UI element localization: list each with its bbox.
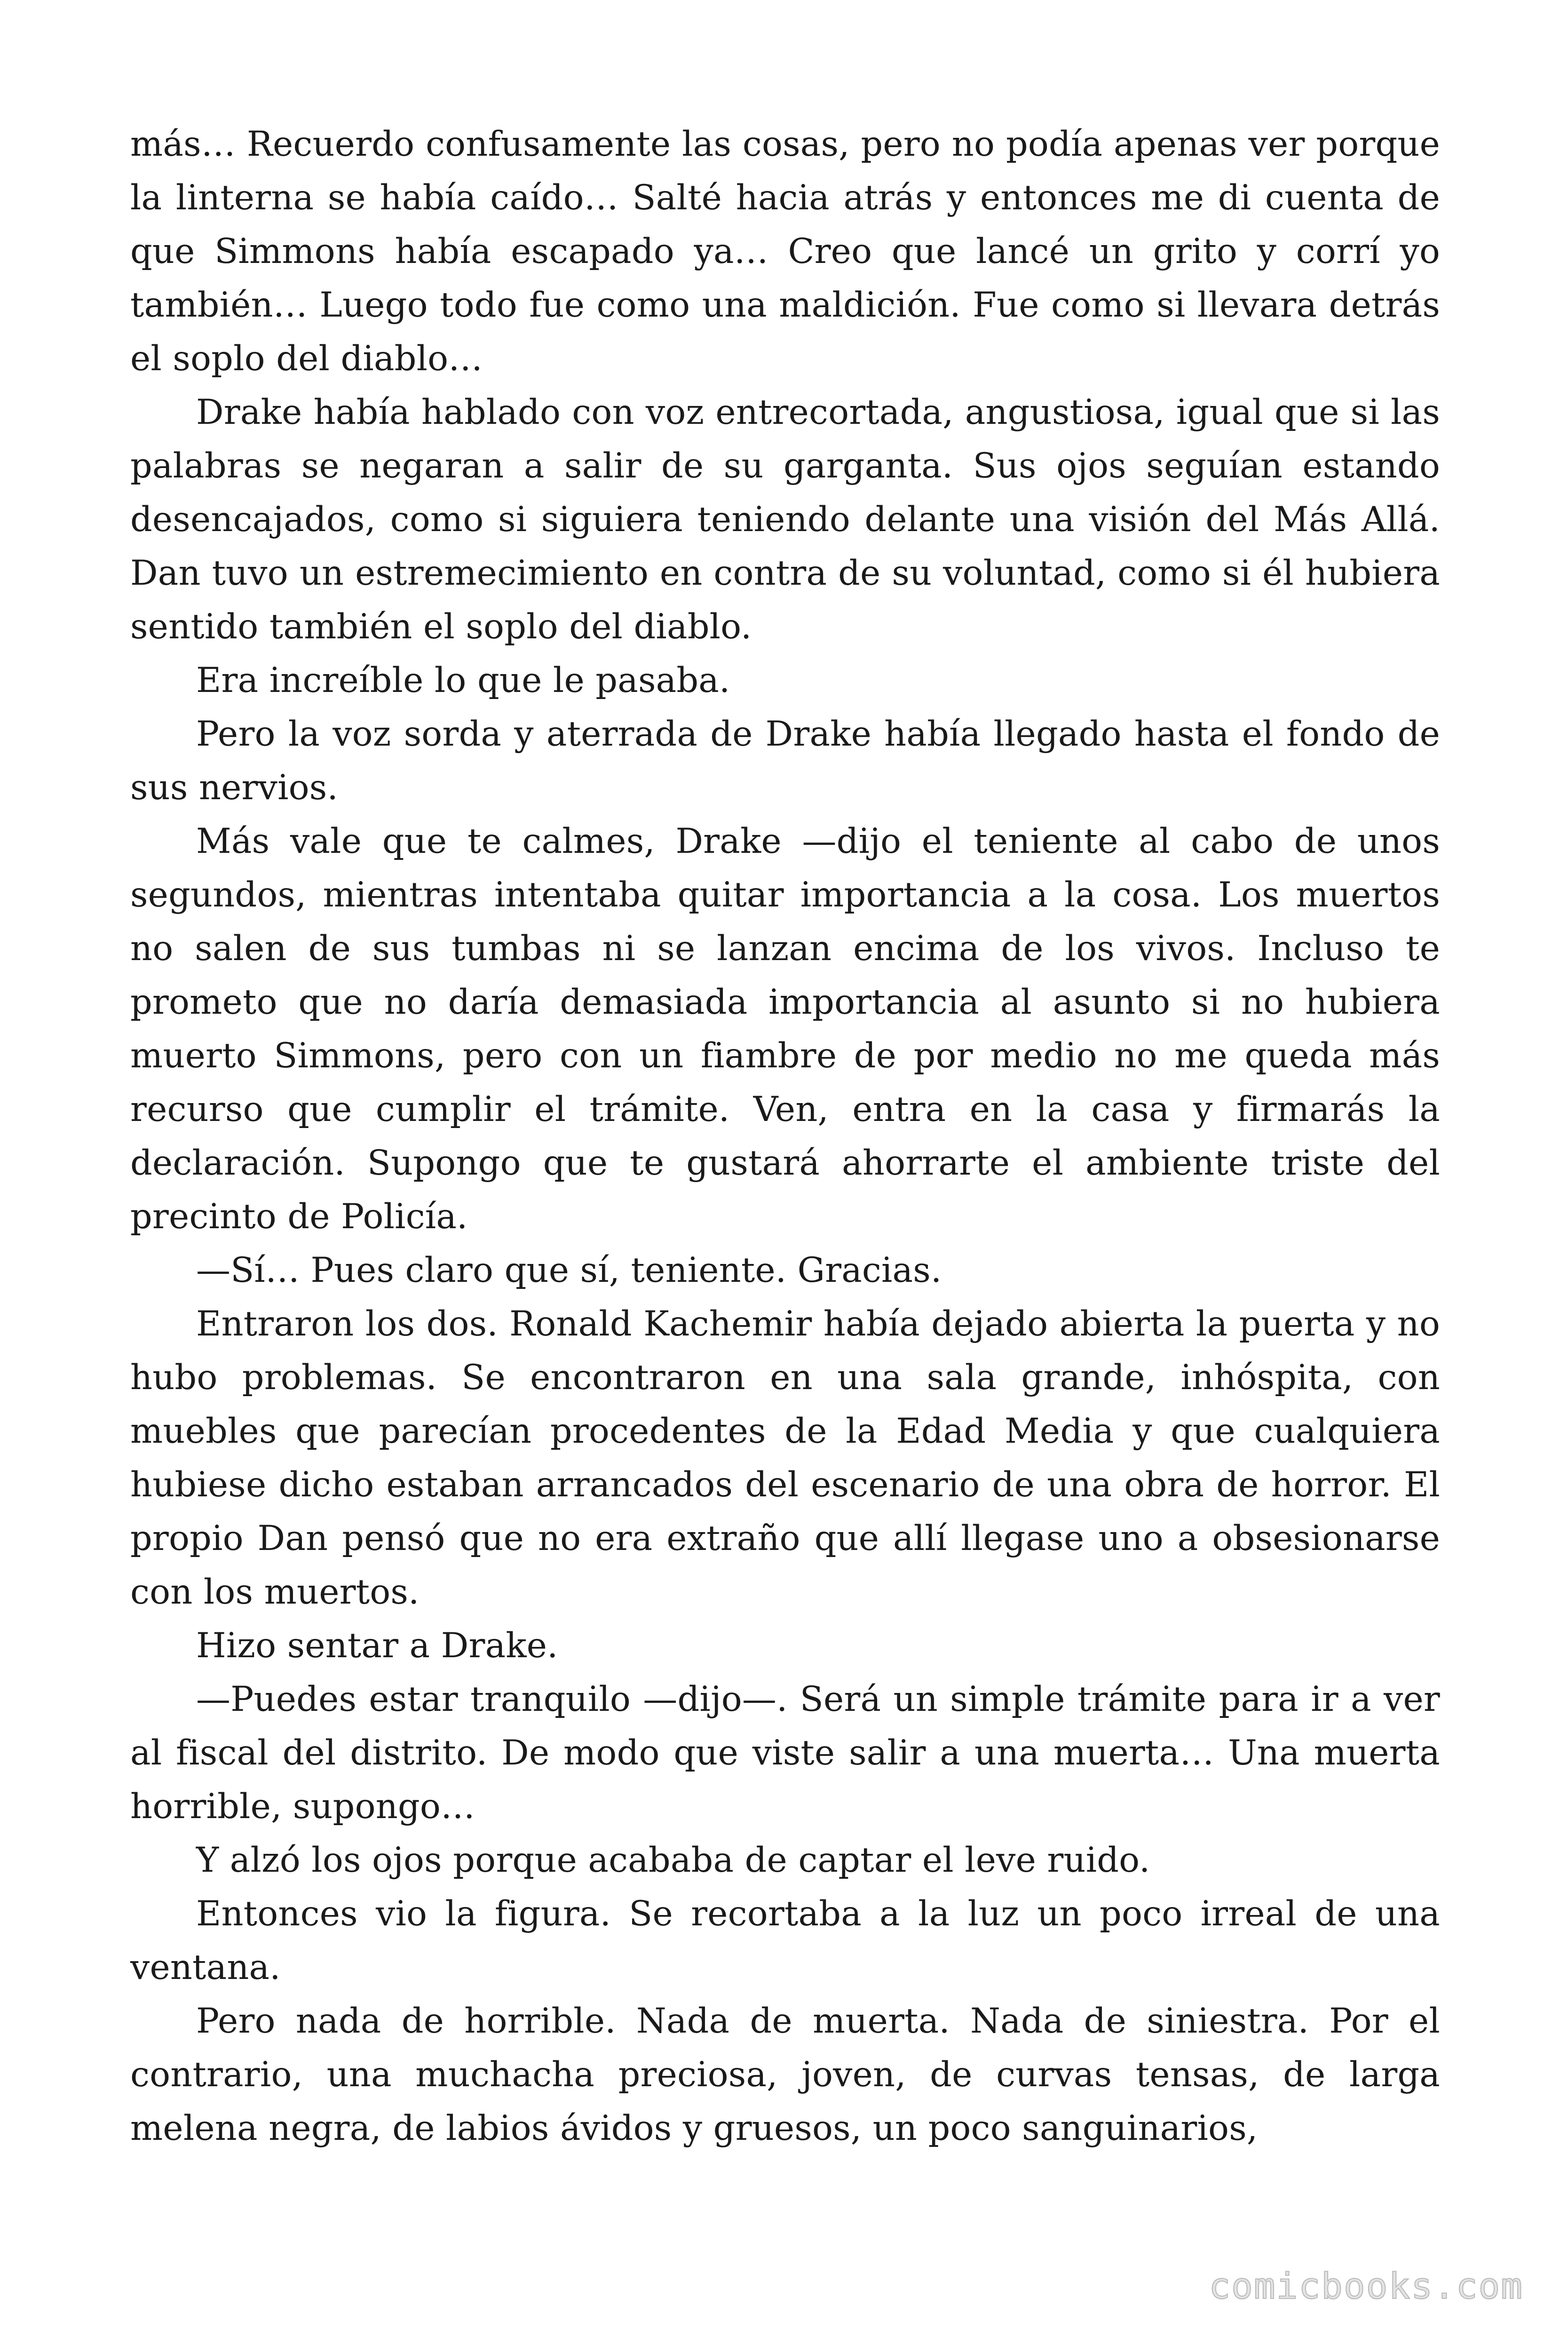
paragraph-11: Entonces vio la figura. Se recortaba a la luz un poco irreal de una ventana. bbox=[130, 1894, 1440, 1987]
paragraph-9: —Puedes estar tranquilo —dijo—. Será un simple trámite para ir a ver al fiscal del distrito. De modo que viste salir a una muerta… Una muerta horrible, supongo… bbox=[130, 1679, 1440, 1827]
paragraph-12: Pero nada de horrible. Nada de muerta. Nada de siniestra. Por el contrario, una muchacha preciosa, joven, de curvas tensas, de larga melena negra, de labios ávidos y gruesos, un poco sanguinarios, bbox=[130, 2001, 1440, 2148]
paragraph-2: Drake había hablado con voz entrecortada, angustiosa, igual que si las palabras se negaran a salir de su garganta. Sus ojos seguían estando desencajados, como si siguiera teniendo delante una visión del Más Allá. Dan tuvo un estremecimiento en contra de su voluntad, como si él hubiera sentido también el soplo del diablo. bbox=[130, 392, 1440, 647]
paragraph-5: Más vale que te calmes, Drake —dijo el teniente al cabo de unos segundos, mientras intentaba quitar importancia a la cosa. Los muertos no salen de sus tumbas ni se lanzan encima de los vivos. Incluso te prometo que no daría demasiada importancia al asunto si no hubiera muerto Simmons, pero con un fiambre de por medio no me queda más recurso que cumplir el trámite. Ven, entra en la casa y firmarás la declaración. Supongo que te gustará ahorrarte el ambiente triste del precinto de Policía. bbox=[130, 821, 1440, 1237]
paragraph-3: Era increíble lo que le pasaba. bbox=[196, 660, 730, 700]
paragraph-8: Hizo sentar a Drake. bbox=[196, 1626, 558, 1666]
watermark: comicbooks.com bbox=[1209, 2265, 1523, 2307]
paragraph-7: Entraron los dos. Ronald Kachemir había dejado abierta la puerta y no hubo problemas. Se encontraron en una sala grande, inhóspita, con muebles que parecían procedentes de la Edad Media y que cualquiera hubiese dicho estaban arrancados del escenario de una obra de horror. El propio Dan pensó que no era extraño que allí llegase uno a obsesionarse con los muertos. bbox=[130, 1304, 1440, 1612]
page-body bbox=[130, 118, 1440, 2155]
paragraph-6: —Sí… Pues claro que sí, teniente. Gracias. bbox=[196, 1250, 942, 1290]
paragraph-1: más… Recuerdo confusamente las cosas, pero no podía apenas ver porque la linterna se había caído… Salté hacia atrás y entonces me di cuenta de que Simmons había escapado ya… Creo que lancé un grito y corrí yo también… Luego todo fue como una maldición. Fue como si llevara detrás el soplo del diablo… bbox=[130, 124, 1440, 379]
paragraph-10: Y alzó los ojos porque acababa de captar el leve ruido. bbox=[196, 1840, 1150, 1880]
paragraph-4: Pero la voz sorda y aterrada de Drake había llegado hasta el fondo de sus nervios. bbox=[130, 714, 1440, 808]
